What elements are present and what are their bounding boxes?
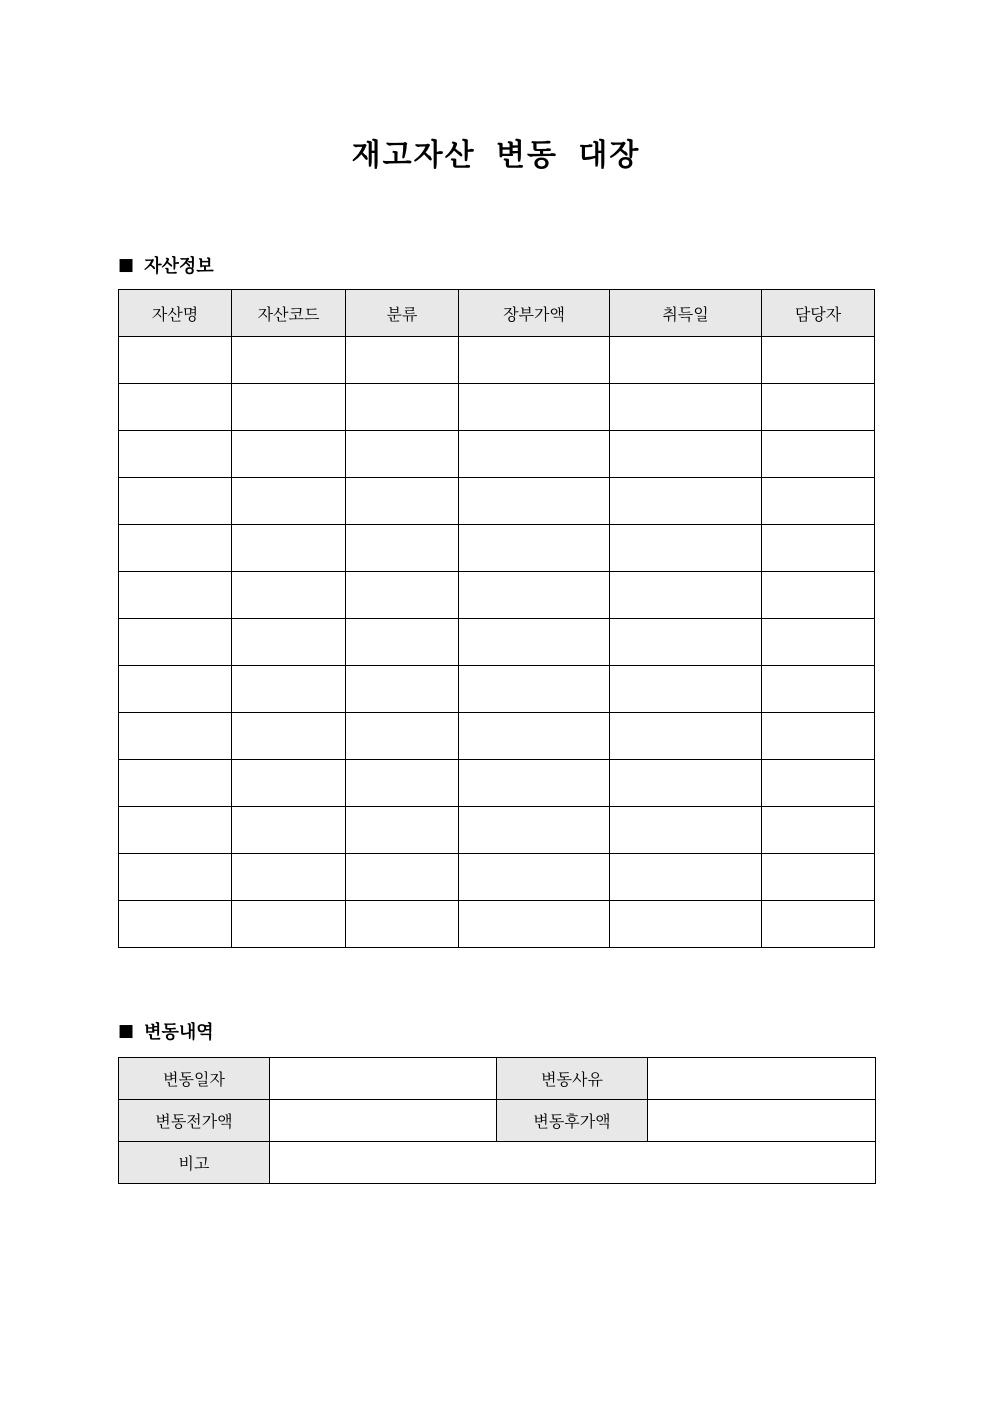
- cell-category[interactable]: [346, 478, 459, 525]
- change-row-remarks: [119, 1142, 876, 1184]
- cell-asset-code[interactable]: [232, 478, 346, 525]
- asset-info-heading-label: 자산정보: [144, 256, 214, 277]
- cell-book-value[interactable]: [459, 666, 610, 713]
- cell-asset-code[interactable]: [232, 525, 346, 572]
- change-row-date-reason: [119, 1058, 876, 1100]
- cell-manager[interactable]: [762, 619, 875, 666]
- cell-book-value[interactable]: [459, 901, 610, 948]
- cell-category[interactable]: [346, 807, 459, 854]
- cell-acquisition-date[interactable]: [610, 854, 762, 901]
- change-date-field[interactable]: [270, 1058, 497, 1100]
- cell-category[interactable]: [346, 431, 459, 478]
- cell-asset-name[interactable]: [119, 807, 232, 854]
- column-header-manager: 담당자: [762, 290, 875, 337]
- cell-acquisition-date[interactable]: [610, 666, 762, 713]
- cell-book-value[interactable]: [459, 572, 610, 619]
- cell-acquisition-date[interactable]: [610, 525, 762, 572]
- cell-acquisition-date[interactable]: [610, 431, 762, 478]
- cell-acquisition-date[interactable]: [610, 337, 762, 384]
- table-row: [119, 337, 875, 384]
- table-row: [119, 431, 875, 478]
- cell-book-value[interactable]: [459, 525, 610, 572]
- cell-asset-name[interactable]: [119, 337, 232, 384]
- asset-info-heading: [118, 252, 214, 278]
- cell-manager[interactable]: [762, 807, 875, 854]
- table-row: [119, 807, 875, 854]
- cell-book-value[interactable]: [459, 854, 610, 901]
- change-row-values: [119, 1100, 876, 1142]
- column-header-asset-name: 자산명: [119, 290, 232, 337]
- change-reason-label: 변동사유: [497, 1058, 648, 1100]
- column-header-asset-code: 자산코드: [232, 290, 346, 337]
- table-row: [119, 713, 875, 760]
- cell-manager[interactable]: [762, 854, 875, 901]
- cell-manager[interactable]: [762, 431, 875, 478]
- cell-book-value[interactable]: [459, 713, 610, 760]
- cell-acquisition-date[interactable]: [610, 619, 762, 666]
- cell-asset-code[interactable]: [232, 666, 346, 713]
- cell-book-value[interactable]: [459, 807, 610, 854]
- cell-asset-code[interactable]: [232, 619, 346, 666]
- cell-manager[interactable]: [762, 572, 875, 619]
- cell-acquisition-date[interactable]: [610, 713, 762, 760]
- cell-manager[interactable]: [762, 384, 875, 431]
- cell-category[interactable]: [346, 384, 459, 431]
- cell-category[interactable]: [346, 337, 459, 384]
- table-row: [119, 760, 875, 807]
- cell-category[interactable]: [346, 619, 459, 666]
- cell-book-value[interactable]: [459, 384, 610, 431]
- table-row: [119, 384, 875, 431]
- remarks-field[interactable]: [270, 1142, 876, 1184]
- value-after-field[interactable]: [648, 1100, 876, 1142]
- cell-book-value[interactable]: [459, 760, 610, 807]
- cell-asset-code[interactable]: [232, 901, 346, 948]
- cell-asset-name[interactable]: [119, 713, 232, 760]
- value-after-label: 변동후가액: [497, 1100, 648, 1142]
- cell-manager[interactable]: [762, 478, 875, 525]
- cell-acquisition-date[interactable]: [610, 807, 762, 854]
- cell-category[interactable]: [346, 901, 459, 948]
- change-history-table: [118, 1057, 876, 1184]
- table-row: [119, 478, 875, 525]
- cell-asset-name[interactable]: [119, 572, 232, 619]
- cell-book-value[interactable]: [459, 478, 610, 525]
- cell-acquisition-date[interactable]: [610, 478, 762, 525]
- table-row: [119, 901, 875, 948]
- remarks-label: 비고: [119, 1142, 270, 1184]
- cell-category[interactable]: [346, 666, 459, 713]
- asset-table-header-row: [119, 290, 875, 337]
- cell-asset-code[interactable]: [232, 760, 346, 807]
- cell-manager[interactable]: [762, 901, 875, 948]
- cell-category[interactable]: [346, 572, 459, 619]
- cell-acquisition-date[interactable]: [610, 760, 762, 807]
- cell-category[interactable]: [346, 713, 459, 760]
- cell-asset-name[interactable]: [119, 901, 232, 948]
- cell-asset-code[interactable]: [232, 431, 346, 478]
- change-history-heading-label: 변동내역: [144, 1022, 214, 1043]
- cell-book-value[interactable]: [459, 337, 610, 384]
- table-row: [119, 525, 875, 572]
- asset-table-body: [119, 337, 875, 948]
- cell-asset-name[interactable]: [119, 666, 232, 713]
- cell-acquisition-date[interactable]: [610, 572, 762, 619]
- column-header-acquisition-date: 취득일: [610, 290, 762, 337]
- table-row: [119, 666, 875, 713]
- table-row: [119, 572, 875, 619]
- cell-asset-code[interactable]: [232, 384, 346, 431]
- asset-info-table: [118, 289, 875, 948]
- table-row: [119, 619, 875, 666]
- cell-asset-name[interactable]: [119, 619, 232, 666]
- cell-asset-name[interactable]: [119, 854, 232, 901]
- cell-asset-code[interactable]: [232, 572, 346, 619]
- cell-book-value[interactable]: [459, 619, 610, 666]
- square-bullet-icon: ■: [118, 1020, 135, 1041]
- cell-manager[interactable]: [762, 713, 875, 760]
- cell-asset-name[interactable]: [119, 760, 232, 807]
- table-row: [119, 854, 875, 901]
- square-bullet-icon: ■: [118, 254, 135, 275]
- value-before-field[interactable]: [270, 1100, 497, 1142]
- cell-category[interactable]: [346, 854, 459, 901]
- change-reason-field[interactable]: [648, 1058, 876, 1100]
- cell-acquisition-date[interactable]: [610, 901, 762, 948]
- cell-manager[interactable]: [762, 525, 875, 572]
- value-before-label: 변동전가액: [119, 1100, 270, 1142]
- change-date-label: 변동일자: [119, 1058, 270, 1100]
- cell-asset-code[interactable]: [232, 807, 346, 854]
- page-title: 재고자산 변동 대장: [351, 138, 641, 173]
- cell-category[interactable]: [346, 760, 459, 807]
- cell-asset-code[interactable]: [232, 337, 346, 384]
- column-header-book-value: 장부가액: [459, 290, 610, 337]
- cell-manager[interactable]: [762, 337, 875, 384]
- cell-asset-name[interactable]: [119, 525, 232, 572]
- cell-book-value[interactable]: [459, 431, 610, 478]
- cell-asset-name[interactable]: [119, 431, 232, 478]
- cell-manager[interactable]: [762, 666, 875, 713]
- cell-acquisition-date[interactable]: [610, 384, 762, 431]
- cell-category[interactable]: [346, 525, 459, 572]
- cell-asset-name[interactable]: [119, 478, 232, 525]
- cell-asset-code[interactable]: [232, 854, 346, 901]
- change-history-heading: [118, 1018, 214, 1044]
- cell-asset-code[interactable]: [232, 713, 346, 760]
- cell-asset-name[interactable]: [119, 384, 232, 431]
- column-header-category: 분류: [346, 290, 459, 337]
- cell-manager[interactable]: [762, 760, 875, 807]
